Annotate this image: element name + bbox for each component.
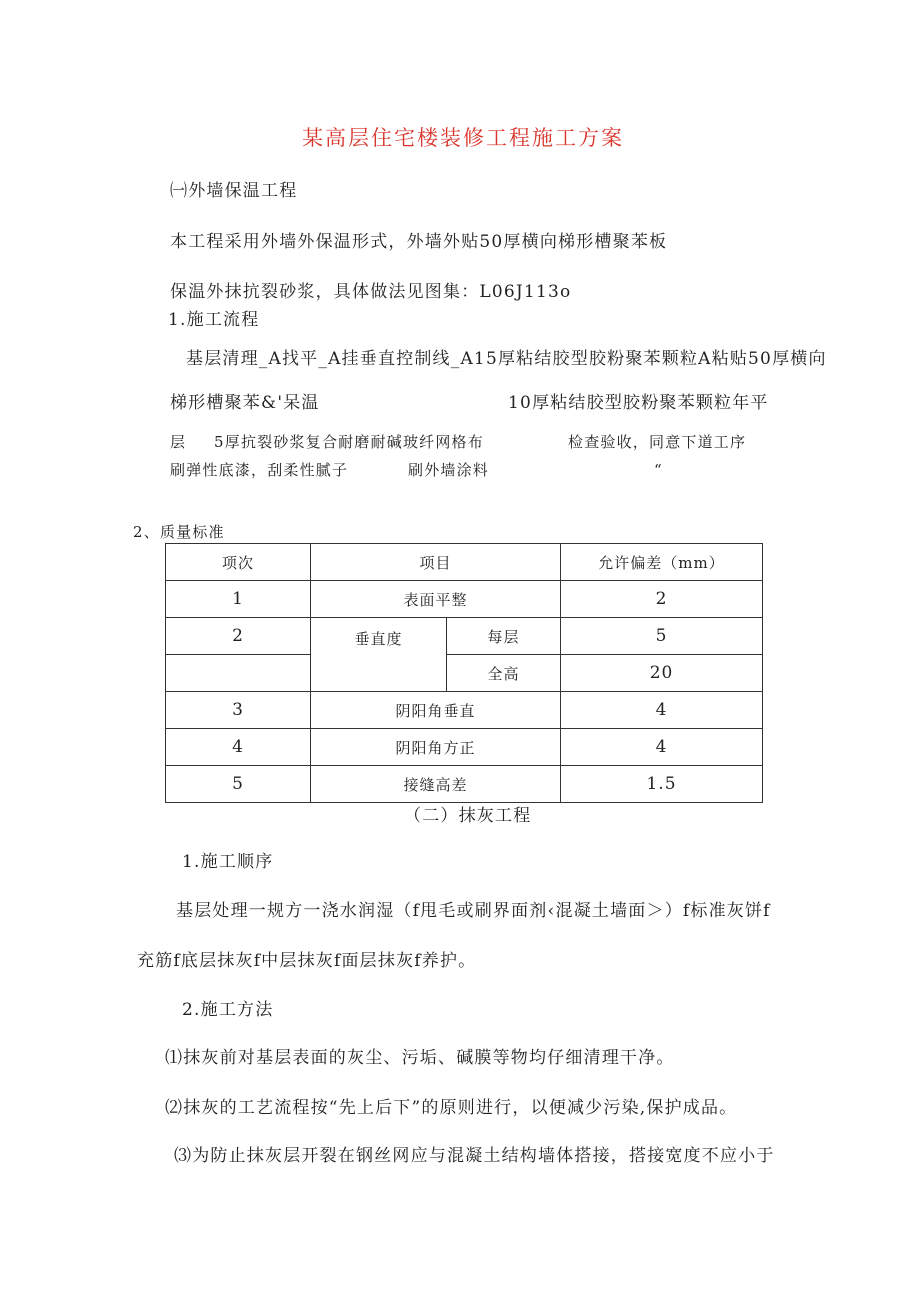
paragraph: 本工程采用外墙外保温形式，外墙外贴50厚横向梯形槽聚苯板 <box>170 232 668 252</box>
table-cell-item: 阴阳角垂直 <box>311 692 561 729</box>
subheading-construction-method: 2.施工方法 <box>182 1000 274 1020</box>
table-cell-item: 阴阳角方正 <box>311 729 561 766</box>
flow-line: “ <box>654 461 663 479</box>
table-header: 项次 <box>166 544 311 581</box>
flow-line: 检查验收，同意下道工序 <box>568 433 747 451</box>
flow-line: 层 <box>170 433 187 451</box>
page-title: 某高层住宅楼装修工程施工方案 <box>302 126 624 150</box>
flow-line: 5厚抗裂砂浆复合耐磨耐碱玻纤网格布 <box>214 433 484 451</box>
subheading-construction-sequence: 1.施工顺序 <box>182 852 274 872</box>
table-header: 项目 <box>311 544 561 581</box>
paragraph: 充筋f底层抹灰f中层抹灰f面层抹灰f养护。 <box>137 951 477 971</box>
table-cell-index: 1 <box>166 581 311 618</box>
table-cell-item: 接缝高差 <box>311 766 561 803</box>
table-cell-index: 4 <box>166 729 311 766</box>
section-heading-exterior-insulation: ㈠外墙保温工程 <box>170 181 298 201</box>
table-cell-subitem: 全高 <box>447 655 561 692</box>
table-cell-index: 5 <box>166 766 311 803</box>
table-cell-index: 2 <box>166 618 311 655</box>
table-header-row <box>166 544 763 581</box>
table-row <box>166 692 763 729</box>
table-row <box>166 655 763 692</box>
paragraph: 基层处理一规方一浇水润湿（f甩毛或刷界面剂‹混凝土墙面＞）f标准灰饼f <box>176 901 771 921</box>
table-cell-subitem: 每层 <box>447 618 561 655</box>
table-row <box>166 581 763 618</box>
table-row <box>166 729 763 766</box>
table-cell-tolerance: 5 <box>561 618 763 655</box>
table-cell-tolerance: 4 <box>561 729 763 766</box>
table-cell-tolerance: 20 <box>561 655 763 692</box>
paragraph: ⑶为防止抹灰层开裂在钢丝网应与混凝土结构墙体搭接，搭接宽度不应小于 <box>174 1146 775 1166</box>
table-cell-index: 3 <box>166 692 311 729</box>
paragraph: 保温外抹抗裂砂浆，具体做法见图集：L06J113o <box>170 282 572 302</box>
subheading-construction-flow: 1.施工流程 <box>168 310 260 330</box>
subheading-quality-standard: 2、质量标准 <box>133 523 225 541</box>
flow-line: 刷弹性底漆，刮柔性腻子 <box>170 461 349 479</box>
paragraph: ⑴抹灰前对基层表面的灰尘、污垢、碱膜等物均仔细清理干净。 <box>165 1048 675 1068</box>
flow-line: 梯形槽聚苯&'呆温 <box>170 393 320 413</box>
quality-standard-table <box>165 543 763 803</box>
table-cell-tolerance: 1.5 <box>561 766 763 803</box>
table-cell-item: 表面平整 <box>311 581 561 618</box>
table-header: 允许偏差（mm） <box>561 544 763 581</box>
flow-line: 基层清理_A找平_A挂垂直控制线_A15厚粘结胶型胶粉聚苯颗粒A粘贴50厚横向 <box>186 349 827 369</box>
table-row <box>166 766 763 803</box>
table-cell-tolerance: 4 <box>561 692 763 729</box>
section-heading-plastering: （二）抹灰工程 <box>404 806 532 826</box>
table-cell-tolerance: 2 <box>561 581 763 618</box>
flow-line: 10厚粘结胶型胶粉聚苯颗粒年平 <box>508 393 769 413</box>
table-row <box>166 618 763 655</box>
table-cell-index <box>166 655 311 692</box>
table-cell-item: 垂直度 <box>311 618 447 692</box>
flow-line: 刷外墙涂料 <box>408 461 490 479</box>
paragraph: ⑵抹灰的工艺流程按“先上后下”的原则进行，以便减少污染,保护成品。 <box>165 1098 738 1118</box>
